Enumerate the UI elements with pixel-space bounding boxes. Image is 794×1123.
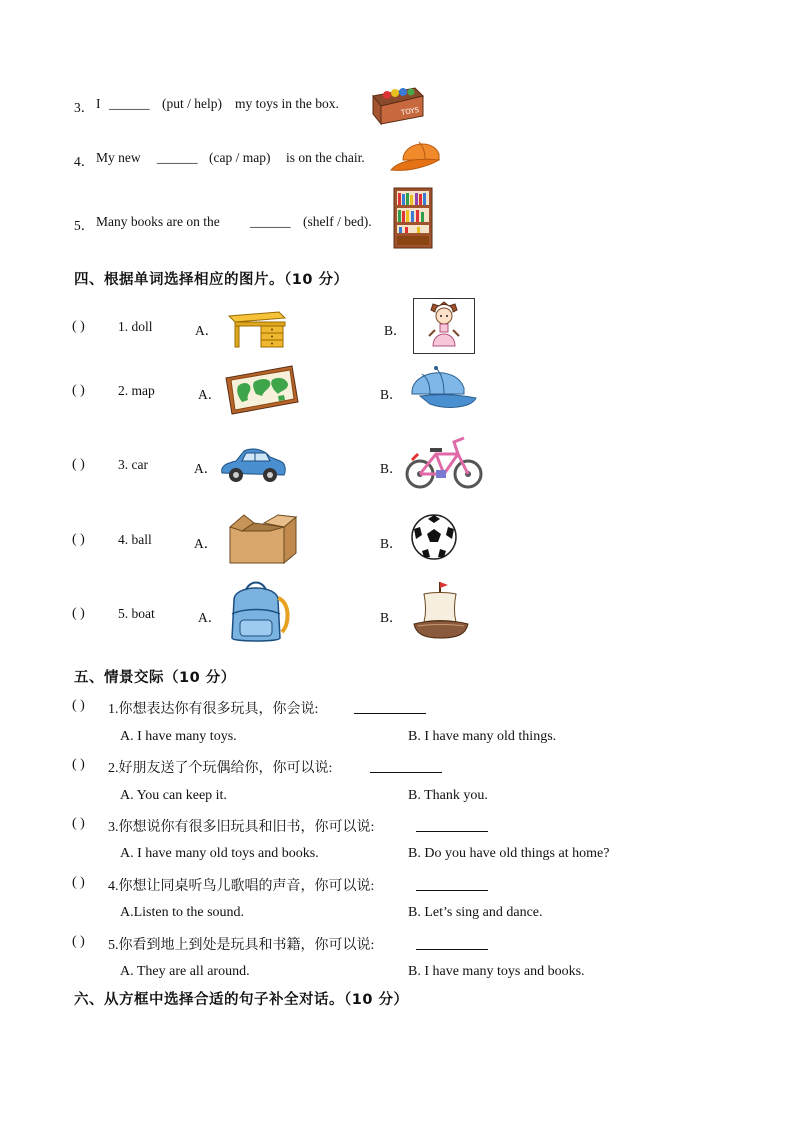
car-icon[interactable] bbox=[218, 443, 288, 487]
school-bag-icon[interactable] bbox=[224, 580, 294, 644]
option-a-label[interactable]: A． bbox=[198, 610, 222, 625]
item-number: 3． bbox=[74, 100, 95, 115]
word-choice: (put / help) bbox=[162, 96, 222, 111]
option-b[interactable]: B. I have many toys and books. bbox=[408, 964, 585, 979]
answer-parentheses[interactable]: ( ) bbox=[72, 816, 85, 831]
option-b-label[interactable]: B． bbox=[380, 536, 403, 551]
option-b[interactable]: B. Do you have old things at home? bbox=[408, 846, 610, 861]
answer-blank[interactable] bbox=[416, 877, 488, 891]
option-b[interactable]: B. Thank you. bbox=[408, 788, 488, 803]
answer-parentheses[interactable]: ( ) bbox=[72, 457, 85, 472]
option-b-label[interactable]: B． bbox=[380, 461, 403, 476]
toy-box-icon bbox=[371, 82, 425, 126]
option-b-label[interactable]: B． bbox=[384, 323, 407, 338]
section-6-title: 六、从方框中选择合适的句子补全对话。（10 分） bbox=[74, 992, 409, 1008]
sentence-end: my toys in the box. bbox=[235, 96, 339, 111]
option-a[interactable]: A.Listen to the sound. bbox=[120, 905, 245, 920]
section-4-title: 四、根据单词选择相应的图片。（10 分） bbox=[74, 272, 349, 288]
option-b[interactable]: B. Let’s sing and dance. bbox=[408, 905, 543, 920]
sentence-start: I bbox=[96, 96, 101, 111]
answer-parentheses[interactable]: ( ) bbox=[72, 757, 85, 772]
answer-parentheses[interactable]: ( ) bbox=[72, 319, 85, 334]
sentence-end: is on the chair. bbox=[286, 150, 365, 165]
orange-cap-icon bbox=[389, 136, 447, 176]
question-text: 5.你看到地上到处是玩具和书籍，你可以说: bbox=[108, 938, 375, 953]
bicycle-icon[interactable] bbox=[404, 434, 484, 492]
option-a-label[interactable]: A． bbox=[194, 536, 218, 551]
soccer-ball-icon[interactable] bbox=[410, 513, 458, 561]
blue-cap-icon[interactable] bbox=[406, 364, 478, 414]
option-a-label[interactable]: A． bbox=[194, 461, 218, 476]
svg-text:TOYS: TOYS bbox=[400, 105, 420, 117]
option-a-label[interactable]: A． bbox=[198, 387, 222, 402]
desk-icon[interactable] bbox=[225, 308, 287, 348]
question-text: 1.你想表达你有很多玩具，你会说: bbox=[108, 702, 319, 717]
option-a[interactable]: A. They are all around. bbox=[120, 964, 250, 979]
sail-boat-icon[interactable] bbox=[410, 578, 472, 642]
item-word: 4. ball bbox=[118, 532, 152, 547]
answer-blank[interactable]: ______ bbox=[157, 150, 198, 165]
option-a[interactable]: A. I have many toys. bbox=[120, 729, 237, 744]
bookshelf-icon bbox=[393, 187, 433, 249]
world-map-icon[interactable] bbox=[224, 364, 300, 416]
cardboard-box-icon[interactable] bbox=[224, 513, 298, 565]
answer-blank[interactable]: ______ bbox=[250, 214, 291, 229]
answer-blank[interactable] bbox=[370, 759, 442, 773]
item-word: 5. boat bbox=[118, 606, 155, 621]
option-a[interactable]: A. You can keep it. bbox=[120, 788, 227, 803]
sentence-start: Many books are on the bbox=[96, 214, 220, 229]
item-number: 4． bbox=[74, 154, 95, 169]
answer-blank[interactable] bbox=[416, 936, 488, 950]
question-text: 4.你想让同桌听鸟儿歌唱的声音，你可以说: bbox=[108, 879, 375, 894]
option-a[interactable]: A. I have many old toys and books. bbox=[120, 846, 319, 861]
item-word: 3. car bbox=[118, 457, 148, 472]
section-5-title: 五、情景交际（10 分） bbox=[74, 670, 236, 686]
option-a-label[interactable]: A． bbox=[195, 323, 219, 338]
word-choice: (cap / map) bbox=[209, 150, 271, 165]
option-b[interactable]: B. I have many old things. bbox=[408, 729, 557, 744]
answer-parentheses[interactable]: ( ) bbox=[72, 532, 85, 547]
answer-blank[interactable] bbox=[354, 700, 426, 714]
answer-blank[interactable]: ______ bbox=[109, 96, 150, 111]
item-word: 2. map bbox=[118, 383, 155, 398]
answer-parentheses[interactable]: ( ) bbox=[72, 934, 85, 949]
item-number: 5． bbox=[74, 218, 95, 233]
option-b-label[interactable]: B． bbox=[380, 387, 403, 402]
question-text: 3.你想说你有很多旧玩具和旧书，你可以说: bbox=[108, 820, 375, 835]
doll-icon[interactable] bbox=[413, 298, 475, 354]
answer-parentheses[interactable]: ( ) bbox=[72, 383, 85, 398]
option-b-label[interactable]: B． bbox=[380, 610, 403, 625]
answer-parentheses[interactable]: ( ) bbox=[72, 606, 85, 621]
answer-blank[interactable] bbox=[416, 818, 488, 832]
answer-parentheses[interactable]: ( ) bbox=[72, 698, 85, 713]
question-text: 2.好朋友送了个玩偶给你，你可以说: bbox=[108, 761, 333, 776]
sentence-start: My new bbox=[96, 150, 141, 165]
answer-parentheses[interactable]: ( ) bbox=[72, 875, 85, 890]
item-word: 1. doll bbox=[118, 319, 153, 334]
word-choice: (shelf / bed). bbox=[303, 214, 372, 229]
